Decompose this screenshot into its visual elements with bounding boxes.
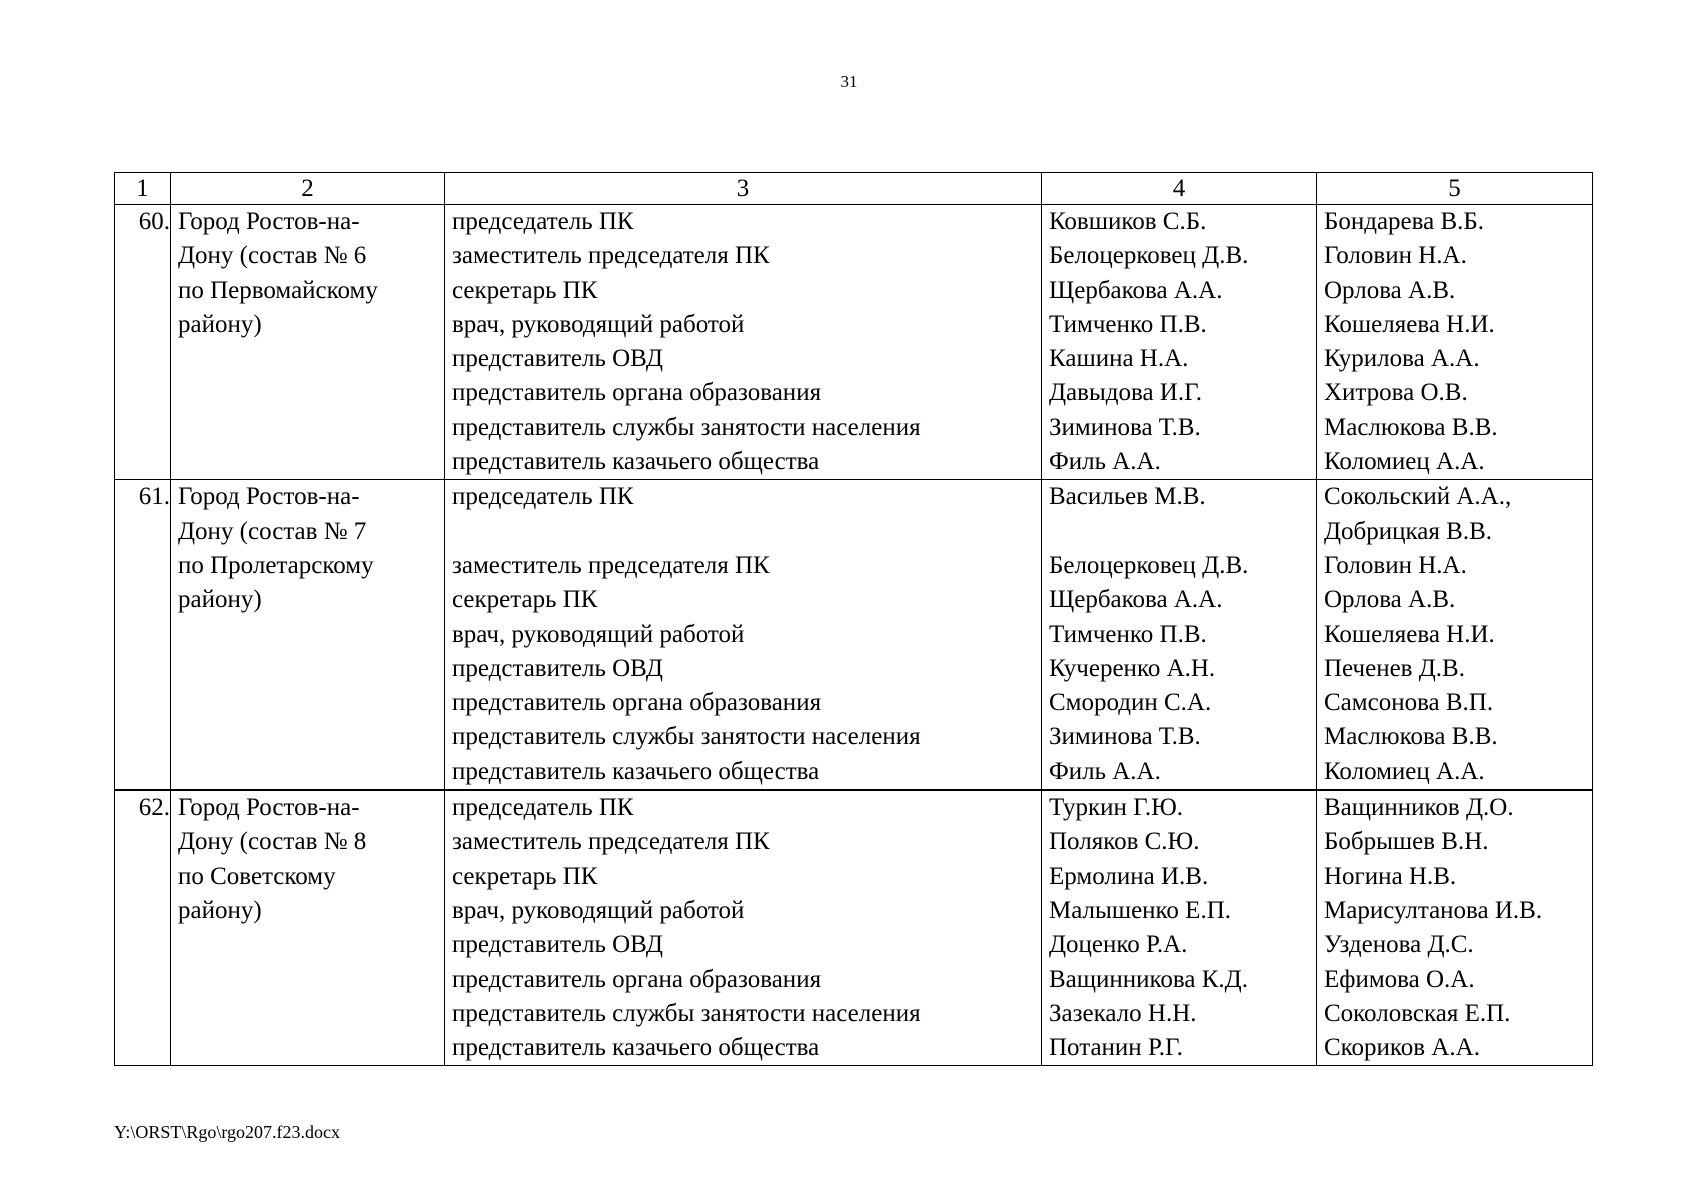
reserve-line: Коломиец А.А. (1324, 757, 1485, 785)
header-col-2: 2 (171, 173, 445, 205)
table-row (115, 205, 1593, 480)
member-line: Зиминова Т.В. (1049, 723, 1201, 751)
role-line: секретарь ПК (452, 276, 598, 304)
role-line: представитель органа образования (452, 965, 822, 993)
reserve-line: Скориков А.А. (1324, 1034, 1480, 1062)
role-line: представитель органа образования (452, 689, 822, 717)
reserves-cell (1317, 205, 1593, 480)
reserve-line: Орлова А.В. (1324, 586, 1456, 614)
reserves-cell (1317, 480, 1593, 790)
role-line: представитель ОВД (452, 654, 663, 682)
reserve-line: Марисултанова И.В. (1324, 896, 1543, 924)
reserve-line: Бобрышев В.Н. (1324, 828, 1489, 856)
role-line: председатель ПК (452, 208, 634, 235)
reserve-line: Добрицкая В.В. (1324, 517, 1492, 545)
member-line: Белоцерковец Д.В. (1049, 551, 1249, 579)
member-line: Щербакова А.А. (1049, 276, 1223, 304)
role-line: секретарь ПК (452, 586, 598, 614)
row-number: 62. (115, 790, 171, 1066)
members-cell (1042, 790, 1317, 1066)
role-line: представитель службы занятости населения (452, 999, 921, 1027)
reserve-line: Орлова А.В. (1324, 276, 1456, 304)
area-line: по Первомайскому (178, 276, 378, 304)
reserve-line: Головин Н.А. (1324, 242, 1467, 270)
role-line: председатель ПК (452, 483, 634, 511)
member-line: Филь А.А. (1049, 448, 1161, 476)
reserve-line: Самсонова В.П. (1324, 689, 1494, 717)
member-line: Тимченко П.В. (1049, 620, 1207, 648)
row-number: 61. (115, 480, 171, 790)
member-line: Ермолина И.В. (1049, 862, 1209, 890)
member-line: Малышенко Е.П. (1049, 896, 1231, 924)
member-line: Поляков С.Ю. (1049, 828, 1200, 856)
member-line: Кашина Н.А. (1049, 345, 1189, 373)
role-line: заместитель председателя ПК (452, 242, 770, 270)
members-cell (1042, 205, 1317, 480)
reserve-line: Кошеляева Н.И. (1324, 310, 1495, 338)
role-line: секретарь ПК (452, 862, 598, 890)
page-number: 31 (840, 72, 858, 91)
area-line: Город Ростов-на- (178, 208, 360, 235)
role-line: представитель казачьего общества (452, 757, 820, 785)
reserve-line: Ващинников Д.О. (1324, 794, 1514, 822)
member-line: Ковшиков С.Б. (1049, 208, 1207, 235)
reserve-line: Ефимова О.А. (1324, 965, 1475, 993)
header-col-5: 5 (1317, 173, 1593, 205)
header-col-3: 3 (445, 173, 1042, 205)
role-line: представитель казачьего общества (452, 1034, 820, 1062)
role-line: представитель службы занятости населения (452, 723, 921, 751)
role-line: представитель ОВД (452, 345, 663, 373)
area-line: Город Ростов-на- (178, 483, 360, 511)
area-line: району) (178, 586, 262, 614)
member-line (1049, 515, 1316, 549)
area-cell (171, 480, 445, 790)
header-col-4: 4 (1042, 173, 1317, 205)
members-cell (1042, 480, 1317, 790)
roles-cell (445, 790, 1042, 1066)
role-line: врач, руководящий работой (452, 310, 745, 338)
row-number: 60. (115, 205, 171, 480)
reserve-line: Головин Н.А. (1324, 551, 1467, 579)
reserve-line: Узденова Д.С. (1324, 931, 1474, 959)
area-line: Город Ростов-на- (178, 794, 360, 822)
area-cell (171, 205, 445, 480)
reserves-cell (1317, 790, 1593, 1066)
reserve-line: Маслюкова В.В. (1324, 413, 1498, 441)
file-path-footer: Y:\ORST\Rgo\rgo207.f23.docx (114, 1122, 341, 1142)
reserve-line: Соколовская Е.П. (1324, 999, 1511, 1027)
area-line: по Советскому (178, 862, 336, 890)
reserve-line: Курилова А.А. (1324, 345, 1480, 373)
member-line: Доценко Р.А. (1049, 931, 1188, 959)
reserve-line: Сокольский А.А., (1324, 483, 1512, 511)
role-line: врач, руководящий работой (452, 620, 745, 648)
role-line: представитель органа образования (452, 379, 822, 407)
commission-table (114, 172, 1593, 1066)
area-line: району) (178, 896, 262, 924)
role-line: заместитель председателя ПК (452, 828, 770, 856)
header-col-1: 1 (115, 173, 171, 205)
member-line: Туркин Г.Ю. (1049, 794, 1184, 822)
member-line: Ващинникова К.Д. (1049, 965, 1248, 993)
member-line: Кучеренко А.Н. (1049, 654, 1216, 682)
role-line: представитель ОВД (452, 931, 663, 959)
header-row (115, 173, 1593, 205)
member-line: Смородин С.А. (1049, 689, 1212, 717)
role-line: врач, руководящий работой (452, 896, 745, 924)
roles-cell (445, 480, 1042, 790)
area-line: району) (178, 310, 262, 338)
area-cell (171, 790, 445, 1066)
role-line: представитель казачьего общества (452, 448, 820, 476)
roles-cell (445, 205, 1042, 480)
area-line: по Пролетарскому (178, 551, 374, 579)
reserve-line: Печенев Д.В. (1324, 654, 1465, 682)
role-line (452, 515, 1041, 549)
member-line: Филь А.А. (1049, 757, 1161, 785)
reserve-line: Ногина Н.В. (1324, 862, 1457, 890)
role-line: заместитель председателя ПК (452, 551, 770, 579)
member-line: Потанин Р.Г. (1049, 1034, 1183, 1062)
reserve-line: Хитрова О.В. (1324, 379, 1468, 407)
member-line: Белоцерковец Д.В. (1049, 242, 1249, 270)
area-line: Дону (состав № 8 (178, 828, 367, 856)
role-line: председатель ПК (452, 794, 634, 822)
member-line: Тимченко П.В. (1049, 310, 1207, 338)
member-line: Васильев М.В. (1049, 483, 1206, 511)
member-line: Зиминова Т.В. (1049, 413, 1201, 441)
area-line: Дону (состав № 7 (178, 517, 367, 545)
role-line: представитель службы занятости населения (452, 413, 921, 441)
table-row (115, 790, 1593, 1066)
reserve-line: Кошеляева Н.И. (1324, 620, 1495, 648)
table-row (115, 480, 1593, 790)
area-line: Дону (состав № 6 (178, 242, 367, 270)
reserve-line: Коломиец А.А. (1324, 448, 1485, 476)
member-line: Давыдова И.Г. (1049, 379, 1202, 407)
member-line: Щербакова А.А. (1049, 586, 1223, 614)
reserve-line: Маслюкова В.В. (1324, 723, 1498, 751)
reserve-line: Бондарева В.Б. (1324, 208, 1484, 235)
member-line: Зазекало Н.Н. (1049, 999, 1197, 1027)
